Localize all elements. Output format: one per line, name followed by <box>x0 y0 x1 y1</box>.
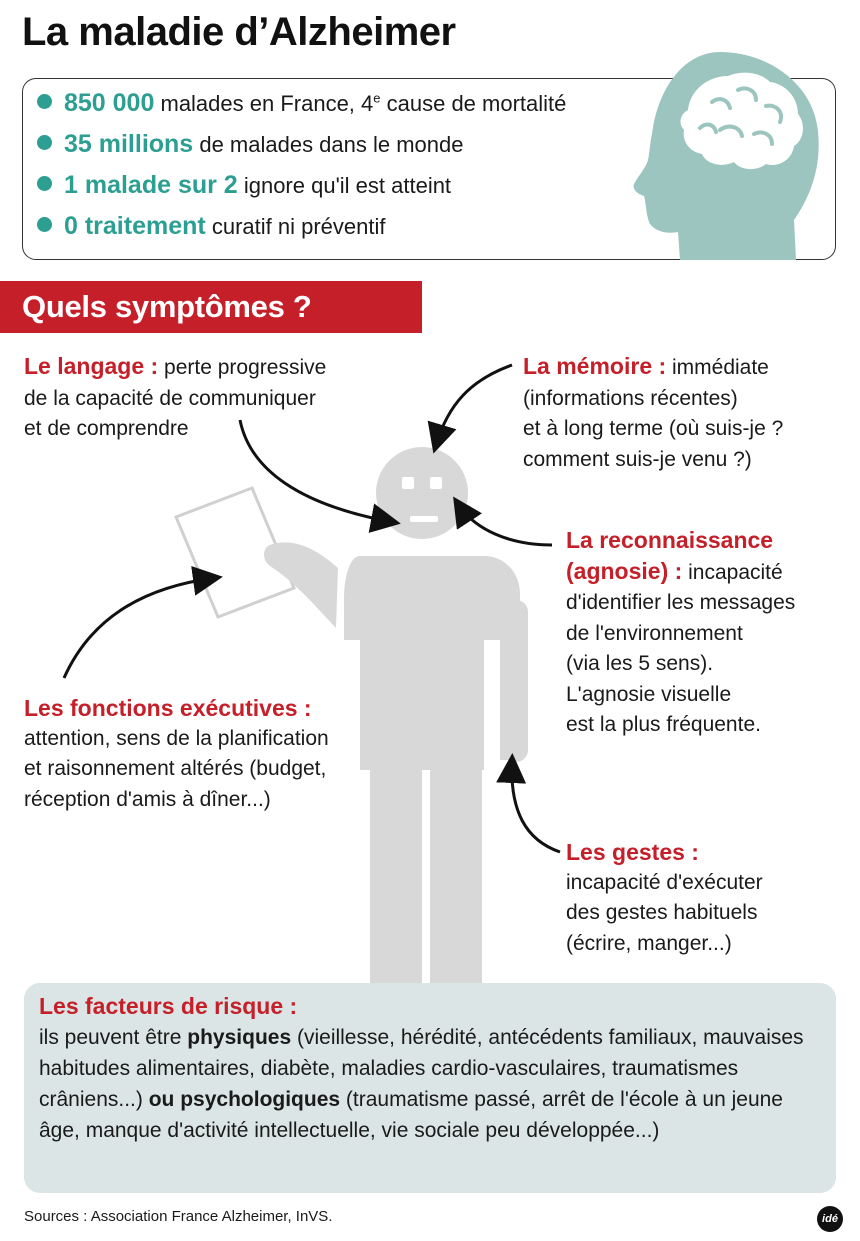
symptom-gestes: Les gestes : incapacité d'exécuter des gestes habituels (écrire, manger...) <box>566 839 763 955</box>
arrow-gestes <box>512 762 560 852</box>
symptom-reconnaissance: La reconnaissance (agnosie) : incapacité d'identifier les messages de l'environnement (via les 5 sens). L'agnosie visuelle est la plus fréquente. <box>566 527 796 736</box>
stat-traitement: 0 traitement curatif ni préventif <box>37 212 385 241</box>
ide-logo: idé <box>817 1206 843 1232</box>
arrow-fonctions <box>64 578 214 678</box>
symptom-memoire: La mémoire : immédiate (informations récentes) et à long terme (où suis-je ? comment suis-je venu ?) <box>523 353 784 471</box>
arrow-reconnaissance <box>458 504 552 545</box>
stat-ignore: 1 malade sur 2 ignore qu'il est atteint <box>37 171 451 200</box>
symptom-fonctions-executives: Les fonctions exécutives : attention, sens de la planification et raisonnement altérés (budget, réception d'amis à dîner...) <box>24 695 329 811</box>
risk-factors-box <box>24 983 836 1193</box>
page-title: La maladie d’Alzheimer <box>22 10 456 54</box>
stat-monde: 35 millions de malades dans le monde <box>37 130 464 159</box>
sources-note: Sources : Association France Alzheimer, InVS. <box>24 1208 333 1225</box>
symptom-langage: Le langage : perte progressive de la capacité de communiquer et de comprendre <box>24 353 327 440</box>
symptoms-banner: Quels symptômes ? <box>0 281 422 333</box>
arrow-memoire <box>436 365 512 445</box>
stat-france: 850 000 malades en France, 4e cause de mortalité <box>37 89 566 118</box>
risk-factors-text: Les facteurs de risque : ils peuvent être physiques (vieillesse, hérédité, antécédents familiaux, mauvaises habitudes alimentaires, diabète, maladies cardio-vasculaires, traumatismes crâniens...) ou psychologiques (traumatisme passé, arrêt de l'école à un jeune âge, manque d'activité intellectuelle, vie sociale peu développée...) <box>39 993 804 1142</box>
